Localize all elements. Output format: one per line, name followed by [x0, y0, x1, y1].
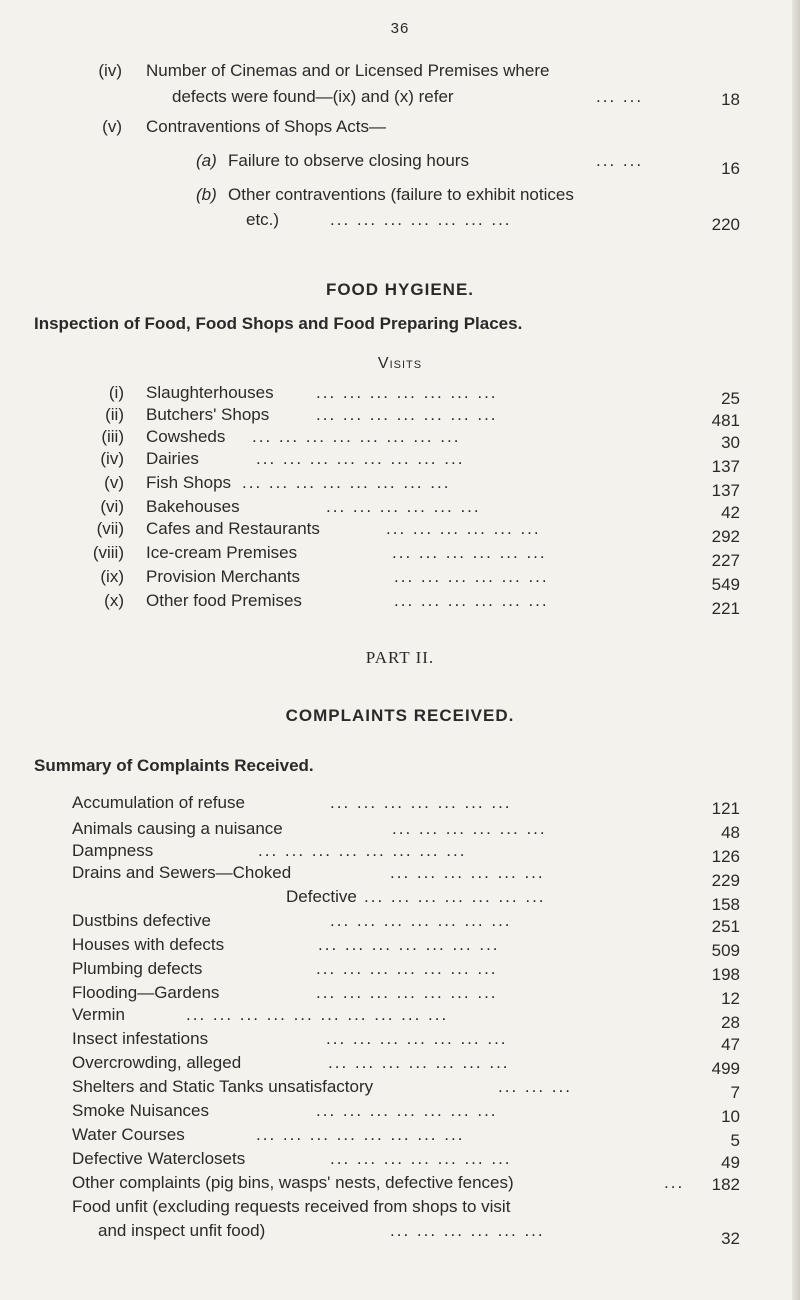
- intro-line: Number of Cinemas and or Licensed Premises where: [146, 61, 550, 80]
- list-item-label: Vermin: [72, 1005, 125, 1024]
- list-item-value: 292: [711, 527, 740, 546]
- part-label: PART II.: [365, 648, 435, 667]
- leader-dots: ... ... ... ... ... ... ...: [330, 793, 512, 812]
- list-item-label: Defective: [286, 887, 357, 906]
- visits-label: Visits: [377, 355, 423, 372]
- list-item-label: Food unfit (excluding requests received from shops to visit: [72, 1197, 511, 1216]
- list-item-label: Flooding—Gardens: [72, 983, 220, 1002]
- list-item-value: 25: [721, 389, 740, 408]
- list-item-label: Dairies: [146, 449, 199, 468]
- page-number: 36: [390, 20, 410, 37]
- list-item-label: Insect infestations: [72, 1029, 209, 1048]
- list-item-label: Plumbing defects: [72, 959, 203, 978]
- list-item-value: 10: [721, 1107, 740, 1126]
- list-item-value: 126: [711, 847, 740, 866]
- intro-line: defects were found—(ix) and (x) refer: [172, 87, 454, 106]
- intro-index: (v): [102, 117, 122, 136]
- list-item-value: 30: [721, 433, 740, 452]
- list-item-value: 7: [730, 1083, 740, 1102]
- leader-dots: ... ... ... ... ... ... ...: [318, 935, 500, 954]
- leader-dots: ... ... ... ... ... ... ...: [330, 210, 512, 229]
- list-item-label: Overcrowding, alleged: [72, 1053, 242, 1072]
- leader-dots: ... ... ... ... ... ... ... ...: [258, 841, 467, 860]
- list-item-value: 499: [711, 1059, 740, 1078]
- leader-dots: ... ... ... ... ... ... ...: [364, 887, 546, 906]
- list-item-value: 481: [711, 411, 740, 430]
- list-item-value: 42: [721, 503, 740, 522]
- list-item-value: 28: [721, 1013, 740, 1032]
- list-item-value: 509: [711, 941, 740, 960]
- list-item-index: (iv): [100, 449, 124, 468]
- complaints-subheading: Summary of Complaints Received.: [34, 756, 314, 775]
- leader-dots: ... ... ... ... ... ...: [386, 519, 541, 538]
- list-item-label: Animals causing a nuisance: [72, 819, 283, 838]
- intro-line: Other contraventions (failure to exhibit notices: [228, 185, 574, 204]
- list-item-value: 48: [721, 823, 740, 842]
- list-item-label: Accumulation of refuse: [72, 793, 245, 812]
- leader-dots: ... ... ... ... ... ... ...: [328, 1053, 510, 1072]
- intro-line: Failure to observe closing hours: [228, 151, 469, 170]
- list-item-index: (ii): [105, 405, 124, 424]
- intro-line: etc.): [246, 210, 280, 229]
- leader-dots: ... ... ... ... ... ... ... ...: [256, 1125, 465, 1144]
- list-item-label: Bakehouses: [146, 497, 240, 516]
- leader-dots: ... ... ... ... ... ...: [390, 1221, 545, 1240]
- leader-dots: ... ... ... ... ... ... ...: [316, 959, 498, 978]
- leader-dots: ... ... ... ... ... ... ... ...: [242, 473, 451, 492]
- list-item-label: Slaughterhouses: [146, 383, 274, 402]
- intro-index: (b): [196, 185, 217, 204]
- list-item-label: and inspect unfit food): [98, 1221, 266, 1240]
- list-item-label: Dustbins defective: [72, 911, 211, 930]
- list-item-value: 549: [711, 575, 740, 594]
- list-item-index: (i): [108, 383, 124, 402]
- list-item-label: Butchers' Shops: [146, 405, 270, 424]
- leader-dots: ... ... ... ... ... ...: [394, 591, 549, 610]
- list-item-label: Dampness: [72, 841, 154, 860]
- intro-index: (a): [196, 151, 217, 170]
- leader-dots: ... ... ... ... ... ... ...: [330, 911, 512, 930]
- intro-line: Contraventions of Shops Acts—: [146, 117, 387, 136]
- list-item-index: (iii): [101, 427, 124, 446]
- list-item-label: Cafes and Restaurants: [146, 519, 320, 538]
- leader-dots: ... ... ... ... ... ...: [326, 497, 481, 516]
- list-item-value: 12: [721, 989, 740, 1008]
- list-item-value: 121: [711, 799, 740, 818]
- list-item-label: Shelters and Static Tanks unsatisfactory: [72, 1077, 374, 1096]
- list-item-value: 32: [721, 1229, 740, 1248]
- leader-dots: ... ...: [596, 87, 644, 106]
- leader-dots: ... ... ... ... ... ... ... ...: [256, 449, 465, 468]
- list-item-value: 251: [711, 917, 740, 936]
- list-item-label: Other complaints (pig bins, wasps' nests, defective fences): [72, 1173, 514, 1192]
- leader-dots: ... ...: [596, 151, 644, 170]
- list-item-index: (v): [104, 473, 124, 492]
- leader-dots: ... ... ... ... ... ... ... ... ... ...: [186, 1005, 449, 1024]
- leader-dots: ... ... ... ... ... ... ...: [326, 1029, 508, 1048]
- list-item-label: Other food Premises: [146, 591, 302, 610]
- list-item-value: 182: [711, 1175, 740, 1194]
- list-item-index: (x): [104, 591, 124, 610]
- list-item-value: 158: [711, 895, 740, 914]
- list-item-label: Drains and Sewers—Choked: [72, 863, 292, 882]
- intro-index: (iv): [98, 61, 122, 80]
- leader-dots: ... ... ... ... ... ... ...: [316, 405, 498, 424]
- list-item-label: Houses with defects: [72, 935, 225, 954]
- list-item-label: Provision Merchants: [146, 567, 301, 586]
- list-item-label: Ice-cream Premises: [146, 543, 298, 562]
- list-item-index: (viii): [92, 543, 124, 562]
- food-hygiene-heading: FOOD HYGIENE.: [325, 280, 475, 299]
- list-item-value: 221: [711, 599, 740, 618]
- leader-dots: ... ... ... ... ... ... ...: [316, 983, 498, 1002]
- leader-dots: ... ... ... ... ... ...: [392, 819, 547, 838]
- list-item-value: 137: [711, 481, 740, 500]
- leader-dots: ... ... ... ... ... ... ...: [316, 383, 498, 402]
- list-item-value: 49: [721, 1153, 740, 1172]
- list-item-value: 229: [711, 871, 740, 890]
- list-item-index: (ix): [100, 567, 124, 586]
- food-hygiene-subheading: Inspection of Food, Food Shops and Food Preparing Places.: [34, 314, 523, 333]
- list-item-value: 198: [711, 965, 740, 984]
- list-item-label: Water Courses: [72, 1125, 185, 1144]
- list-item-index: (vi): [100, 497, 124, 516]
- list-item-label: Cowsheds: [146, 427, 226, 446]
- list-item-label: Fish Shops: [146, 473, 232, 492]
- list-item-label: Smoke Nuisances: [72, 1101, 210, 1120]
- leader-dots: ... ... ... ... ... ...: [390, 863, 545, 882]
- list-item-value: 137: [711, 457, 740, 476]
- intro-value: 18: [721, 90, 740, 109]
- intro-value: 220: [711, 215, 740, 234]
- list-item-value: 47: [721, 1035, 740, 1054]
- leader-dots: ... ... ... ... ... ...: [394, 567, 549, 586]
- leader-dots: ... ... ...: [498, 1077, 572, 1096]
- intro-value: 16: [721, 159, 740, 178]
- list-item-index: (vii): [96, 519, 124, 538]
- leader-dots: ... ... ... ... ... ...: [392, 543, 547, 562]
- leader-dots: ...: [664, 1173, 685, 1192]
- leader-dots: ... ... ... ... ... ... ... ...: [252, 427, 461, 446]
- leader-dots: ... ... ... ... ... ... ...: [316, 1101, 498, 1120]
- complaints-heading: COMPLAINTS RECEIVED.: [285, 706, 515, 725]
- list-item-value: 227: [711, 551, 740, 570]
- list-item-value: 5: [730, 1131, 740, 1150]
- list-item-label: Defective Waterclosets: [72, 1149, 246, 1168]
- leader-dots: ... ... ... ... ... ... ...: [330, 1149, 512, 1168]
